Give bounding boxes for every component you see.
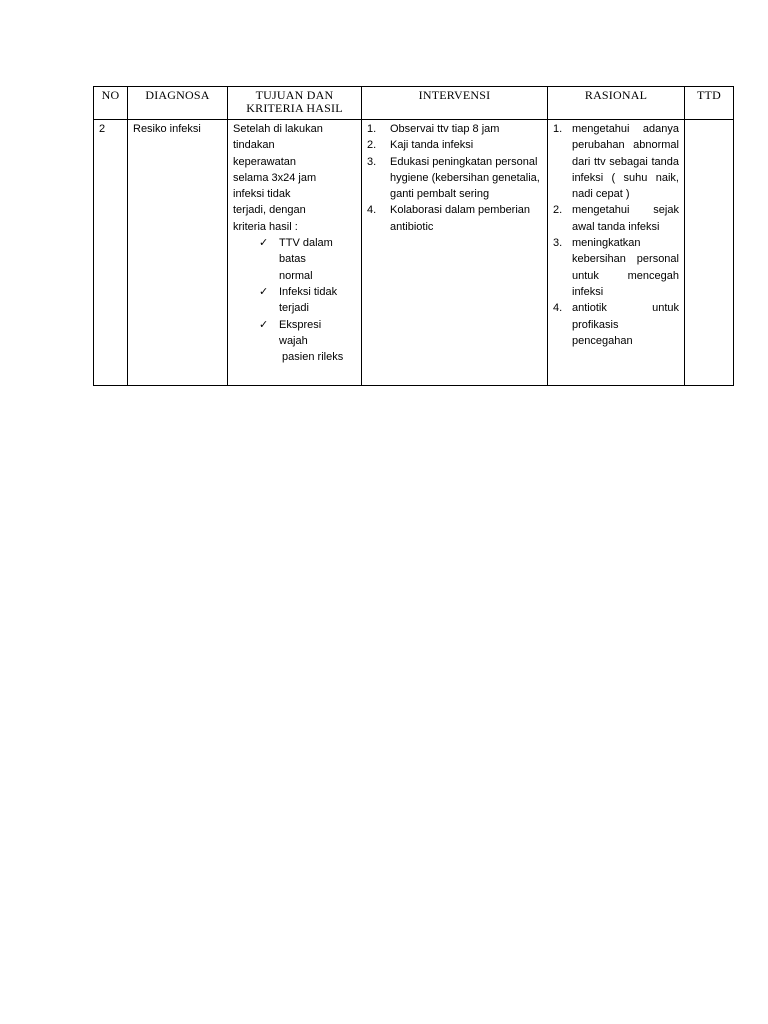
rasional-text: antiotik untuk profikasis pencegahan — [572, 302, 679, 347]
header-intervensi: INTERVENSI — [362, 87, 548, 120]
list-number: 4. — [553, 302, 563, 315]
list-number: 2. — [553, 204, 563, 217]
list-item — [553, 235, 679, 300]
cell-diagnosa: Resiko infeksi — [128, 120, 228, 386]
table-row — [94, 120, 734, 386]
criteria-text: wajah — [279, 334, 308, 347]
tujuan-intro-line: infeksi tidak — [233, 188, 291, 201]
list-item — [367, 121, 542, 137]
header-tujuan — [228, 87, 362, 120]
checkmark-icon: ✓ — [259, 317, 269, 331]
tujuan-intro-line: Setelah di lakukan — [233, 123, 323, 135]
header-tujuan-line2: KRITERIA HASIL — [246, 101, 343, 115]
checkmark-icon: ✓ — [259, 284, 269, 298]
cell-tujuan — [228, 120, 362, 386]
criteria-text: TTV dalam — [279, 237, 333, 250]
criteria-text: normal — [279, 269, 313, 282]
tujuan-intro-line: keperawatan — [233, 155, 296, 168]
list-item — [367, 137, 542, 153]
list-item — [367, 202, 542, 235]
header-tujuan-line1: TUJUAN DAN — [255, 88, 334, 102]
criteria-list — [233, 235, 356, 365]
cell-intervensi — [362, 120, 548, 386]
criteria-item — [259, 317, 356, 366]
list-item — [367, 154, 542, 203]
criteria-text: pasien rileks — [279, 351, 344, 364]
table-header-row — [94, 87, 734, 120]
header-no: NO — [94, 87, 128, 120]
list-number: 1. — [553, 123, 563, 135]
header-ttd: TTD — [685, 87, 734, 120]
rasional-text: meningkatkan kebersihan personal untuk mencegah infeksi — [572, 237, 679, 298]
list-item — [553, 300, 679, 349]
list-number: 3. — [553, 237, 563, 250]
intervensi-text: Observai ttv tiap 8 jam — [390, 123, 500, 135]
criteria-text: Ekspresi — [279, 318, 322, 331]
header-diagnosa: DIAGNOSA — [128, 87, 228, 120]
rasional-list — [553, 121, 679, 349]
tujuan-intro-line: terjadi, dengan — [233, 204, 306, 217]
intervensi-text: Kolaborasi dalam pemberian antibiotic — [390, 204, 531, 233]
rasional-text: mengetahui adanya perubahan abnormal dari ttv sebagai tanda infeksi ( suhu naik, nadi cepat ) — [572, 123, 679, 201]
list-number: 2. — [367, 139, 377, 152]
rasional-text: mengetahui sejak awal tanda infeksi — [572, 204, 679, 233]
header-rasional: RASIONAL — [548, 87, 685, 120]
tujuan-intro-line: selama 3x24 jam — [233, 171, 317, 184]
cell-rasional — [548, 120, 685, 386]
criteria-text: terjadi — [279, 302, 309, 315]
tujuan-intro-line: kriteria hasil : — [233, 220, 298, 233]
criteria-item — [259, 284, 356, 317]
cell-no: 2 — [94, 120, 128, 386]
cell-ttd — [685, 120, 734, 386]
list-number: 3. — [367, 155, 377, 168]
checkmark-icon: ✓ — [259, 236, 269, 250]
tujuan-intro — [233, 121, 356, 235]
intervensi-text: Kaji tanda infeksi — [390, 139, 474, 152]
list-number: 4. — [367, 204, 377, 217]
criteria-text: batas — [279, 253, 306, 266]
list-item — [553, 121, 679, 202]
nursing-care-plan-table — [93, 86, 734, 386]
intervensi-text: Edukasi peningkatan personal hygiene (kebersihan genetalia, ganti pembalt sering — [390, 155, 540, 201]
list-item — [553, 202, 679, 235]
tujuan-intro-line: tindakan — [233, 139, 275, 152]
criteria-text: Infeksi tidak — [279, 285, 338, 298]
criteria-item — [259, 235, 356, 284]
list-number: 1. — [367, 123, 377, 135]
intervensi-list — [367, 121, 542, 235]
